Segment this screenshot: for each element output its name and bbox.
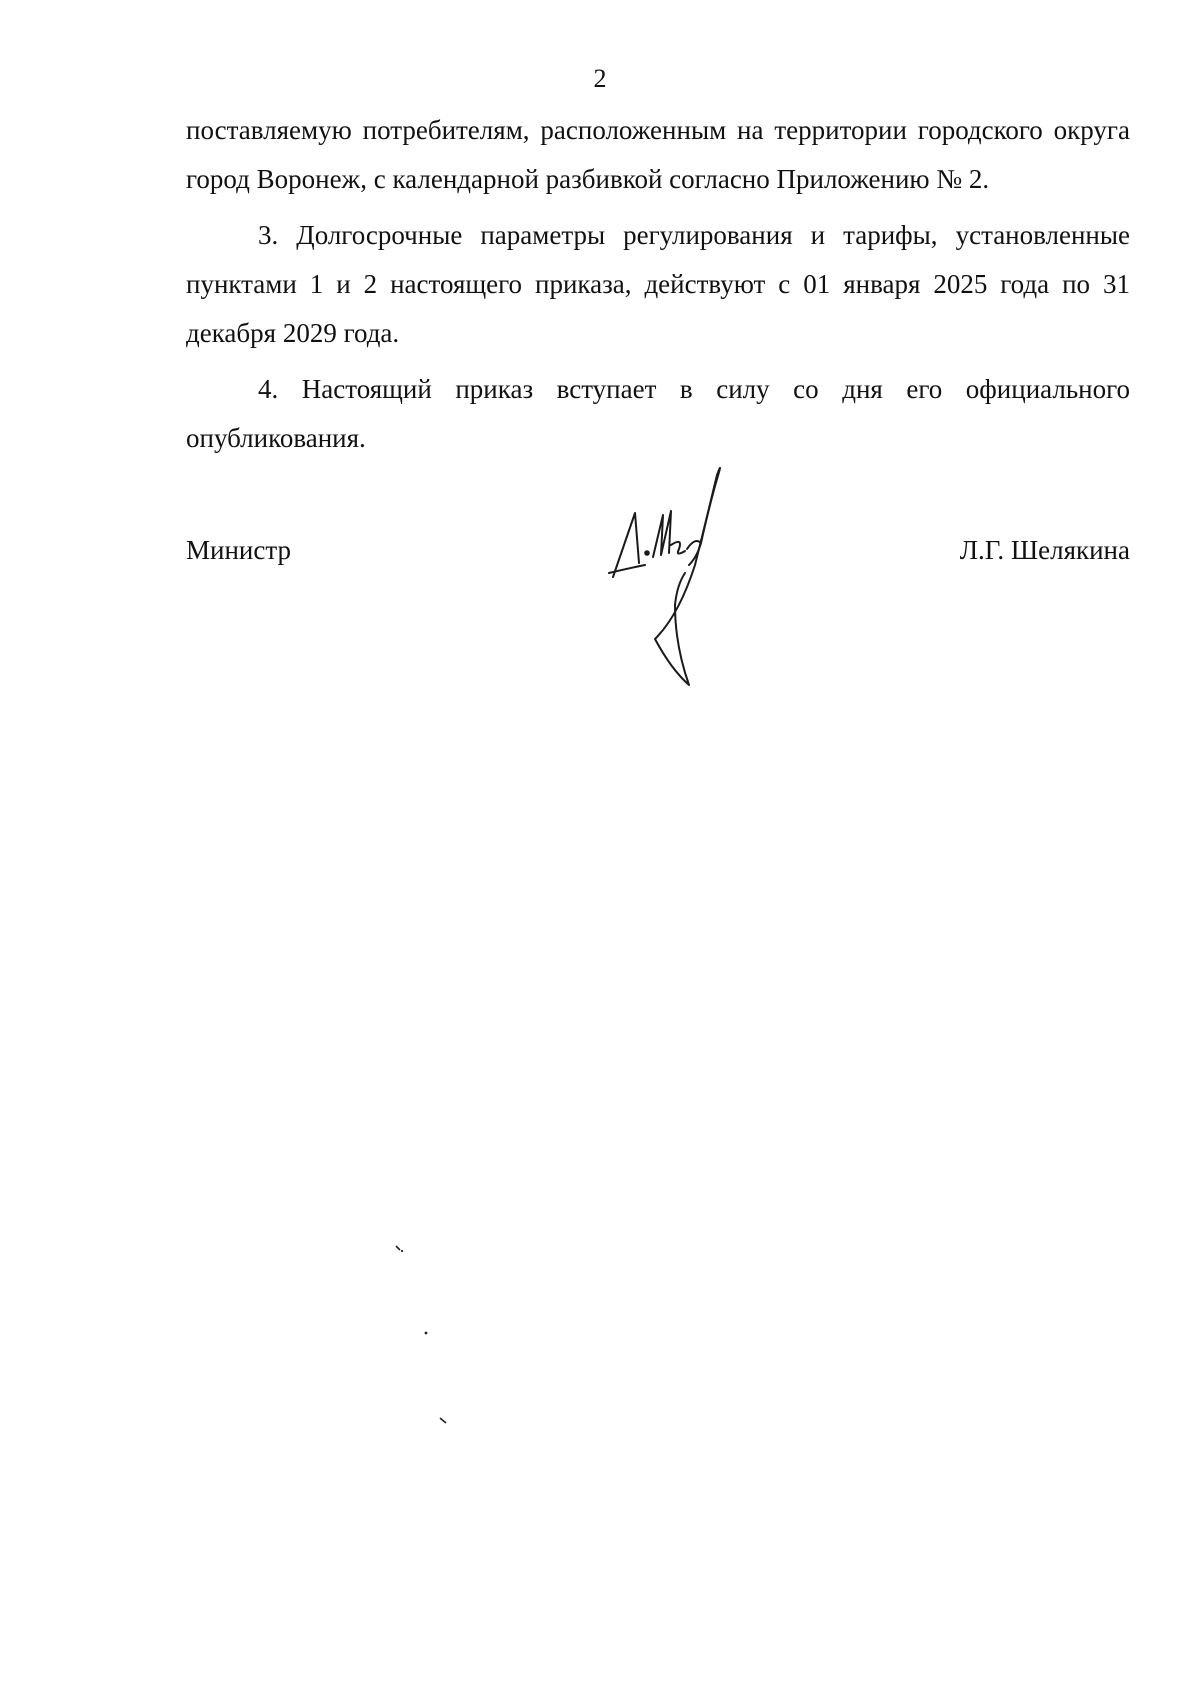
page-number: 2	[593, 64, 607, 93]
handwritten-signature	[605, 445, 765, 695]
speck-3	[439, 1417, 449, 1425]
paragraph-4: 4. Настоящий приказ вступает в силу со дня его официального опубликования.	[186, 374, 1130, 453]
signer-title: Министр	[186, 535, 291, 565]
speck-2	[423, 1330, 429, 1336]
paragraph-continuation: поставляемую потребителям, расположенным на территории городского округа город Воронеж, с календарной разбивкой согласно Приложению № 2.	[186, 115, 1130, 194]
speck-1	[395, 1245, 405, 1253]
document-body	[186, 106, 1130, 463]
paragraph-3: 3. Долгосрочные параметры регулирования и тарифы, установленные пунктами 1 и 2 настоящего приказа, действуют с 01 января 2025 года по 31 декабря 2029 года.	[186, 220, 1130, 348]
signer-name: Л.Г. Шелякина	[959, 535, 1130, 565]
